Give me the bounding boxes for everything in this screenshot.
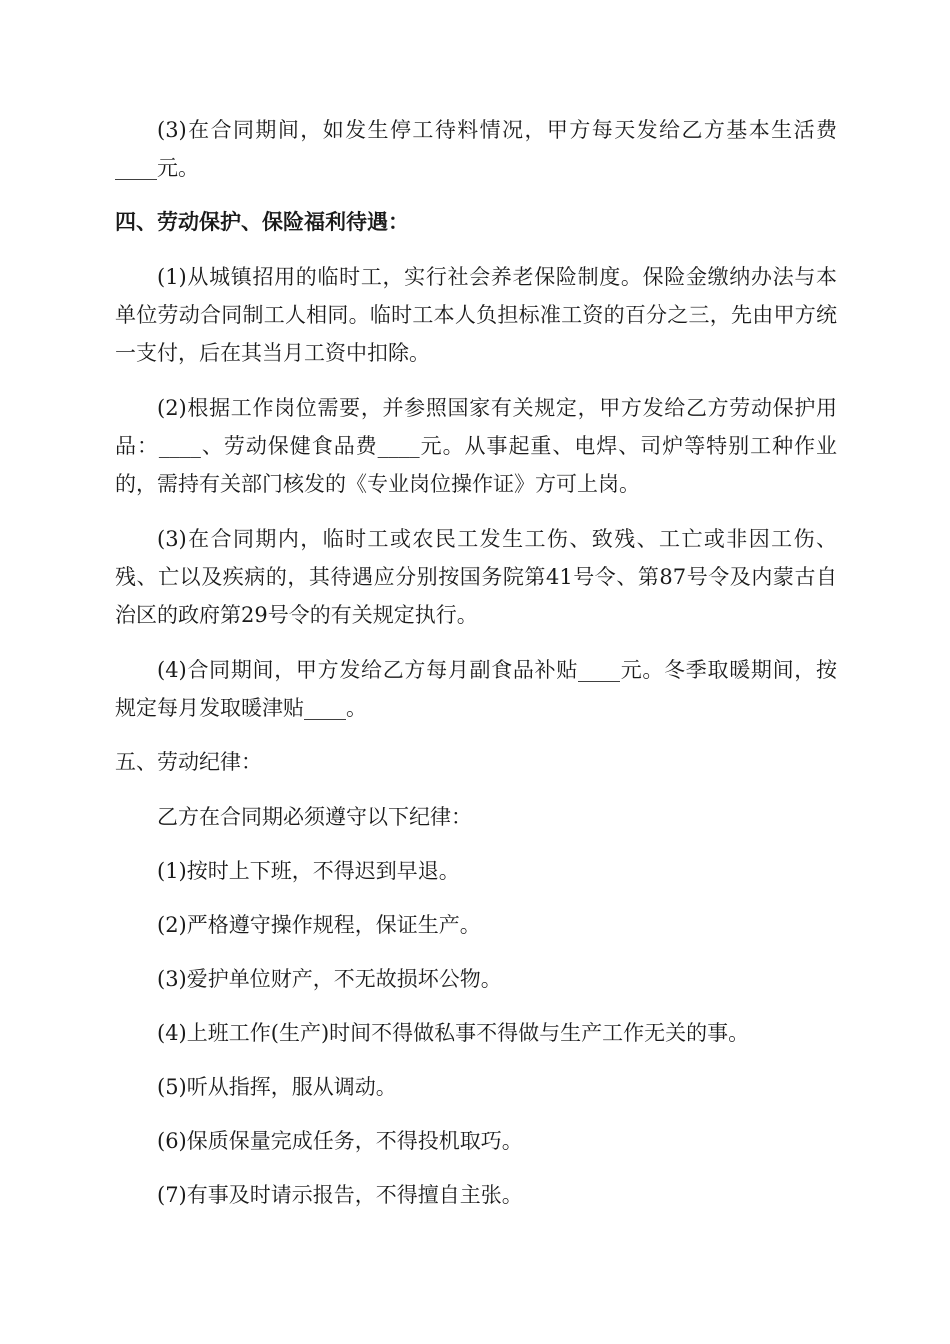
paragraph-discipline-intro: 乙方在合同期必须遵守以下纪律：: [157, 805, 472, 829]
discipline-item: (4)上班工作(生产)时间不得做私事不得做与生产工作无关的事。: [157, 1021, 750, 1045]
paragraph-stoppage-allowance: (3)在合同期间，如发生停工待料情况，甲方每天发给乙方基本生活费____元。: [115, 118, 837, 180]
section-heading-labor-discipline: 五、劳动纪律：: [115, 750, 262, 774]
discipline-item: (5)听从指挥，服从调动。: [157, 1075, 397, 1099]
paragraph-work-injury: (3)在合同期内，临时工或农民工发生工伤、致残、工亡或非因工伤、残、亡以及疾病的，其待遇应分别按国务院第41号令、第87号令及内蒙古自治区的政府第29号令的有关规定执行。: [115, 527, 837, 627]
section-heading-labor-protection: 四、劳动保护、保险福利待遇：: [115, 209, 409, 234]
discipline-item: (3)爱护单位财产，不无故损坏公物。: [157, 967, 502, 991]
discipline-item: (1)按时上下班，不得迟到早退。: [157, 859, 460, 883]
paragraph-pension-insurance: (1)从城镇招用的临时工，实行社会养老保险制度。保险金缴纳办法与本单位劳动合同制工人相同。临时工本人负担标准工资的百分之三，先由甲方统一支付，后在其当月工资中扣除。: [115, 265, 837, 365]
discipline-item: (6)保质保量完成任务，不得投机取巧。: [157, 1129, 523, 1153]
discipline-item: (2)严格遵守操作规程，保证生产。: [157, 913, 481, 937]
discipline-item: (7)有事及时请示报告，不得擅自主张。: [157, 1183, 523, 1207]
paragraph-protective-supplies: (2)根据工作岗位需要，并参照国家有关规定，甲方发给乙方劳动保护用品：____、劳动保健食品费____元。从事起重、电焊、司炉等特别工种作业的，需持有关部门核发的《专业岗位操作证》方可上岗。: [115, 396, 837, 496]
paragraph-food-heating-subsidy: (4)合同期间，甲方发给乙方每月副食品补贴____元。冬季取暖期间，按规定每月发取暖津贴____。: [115, 658, 837, 720]
